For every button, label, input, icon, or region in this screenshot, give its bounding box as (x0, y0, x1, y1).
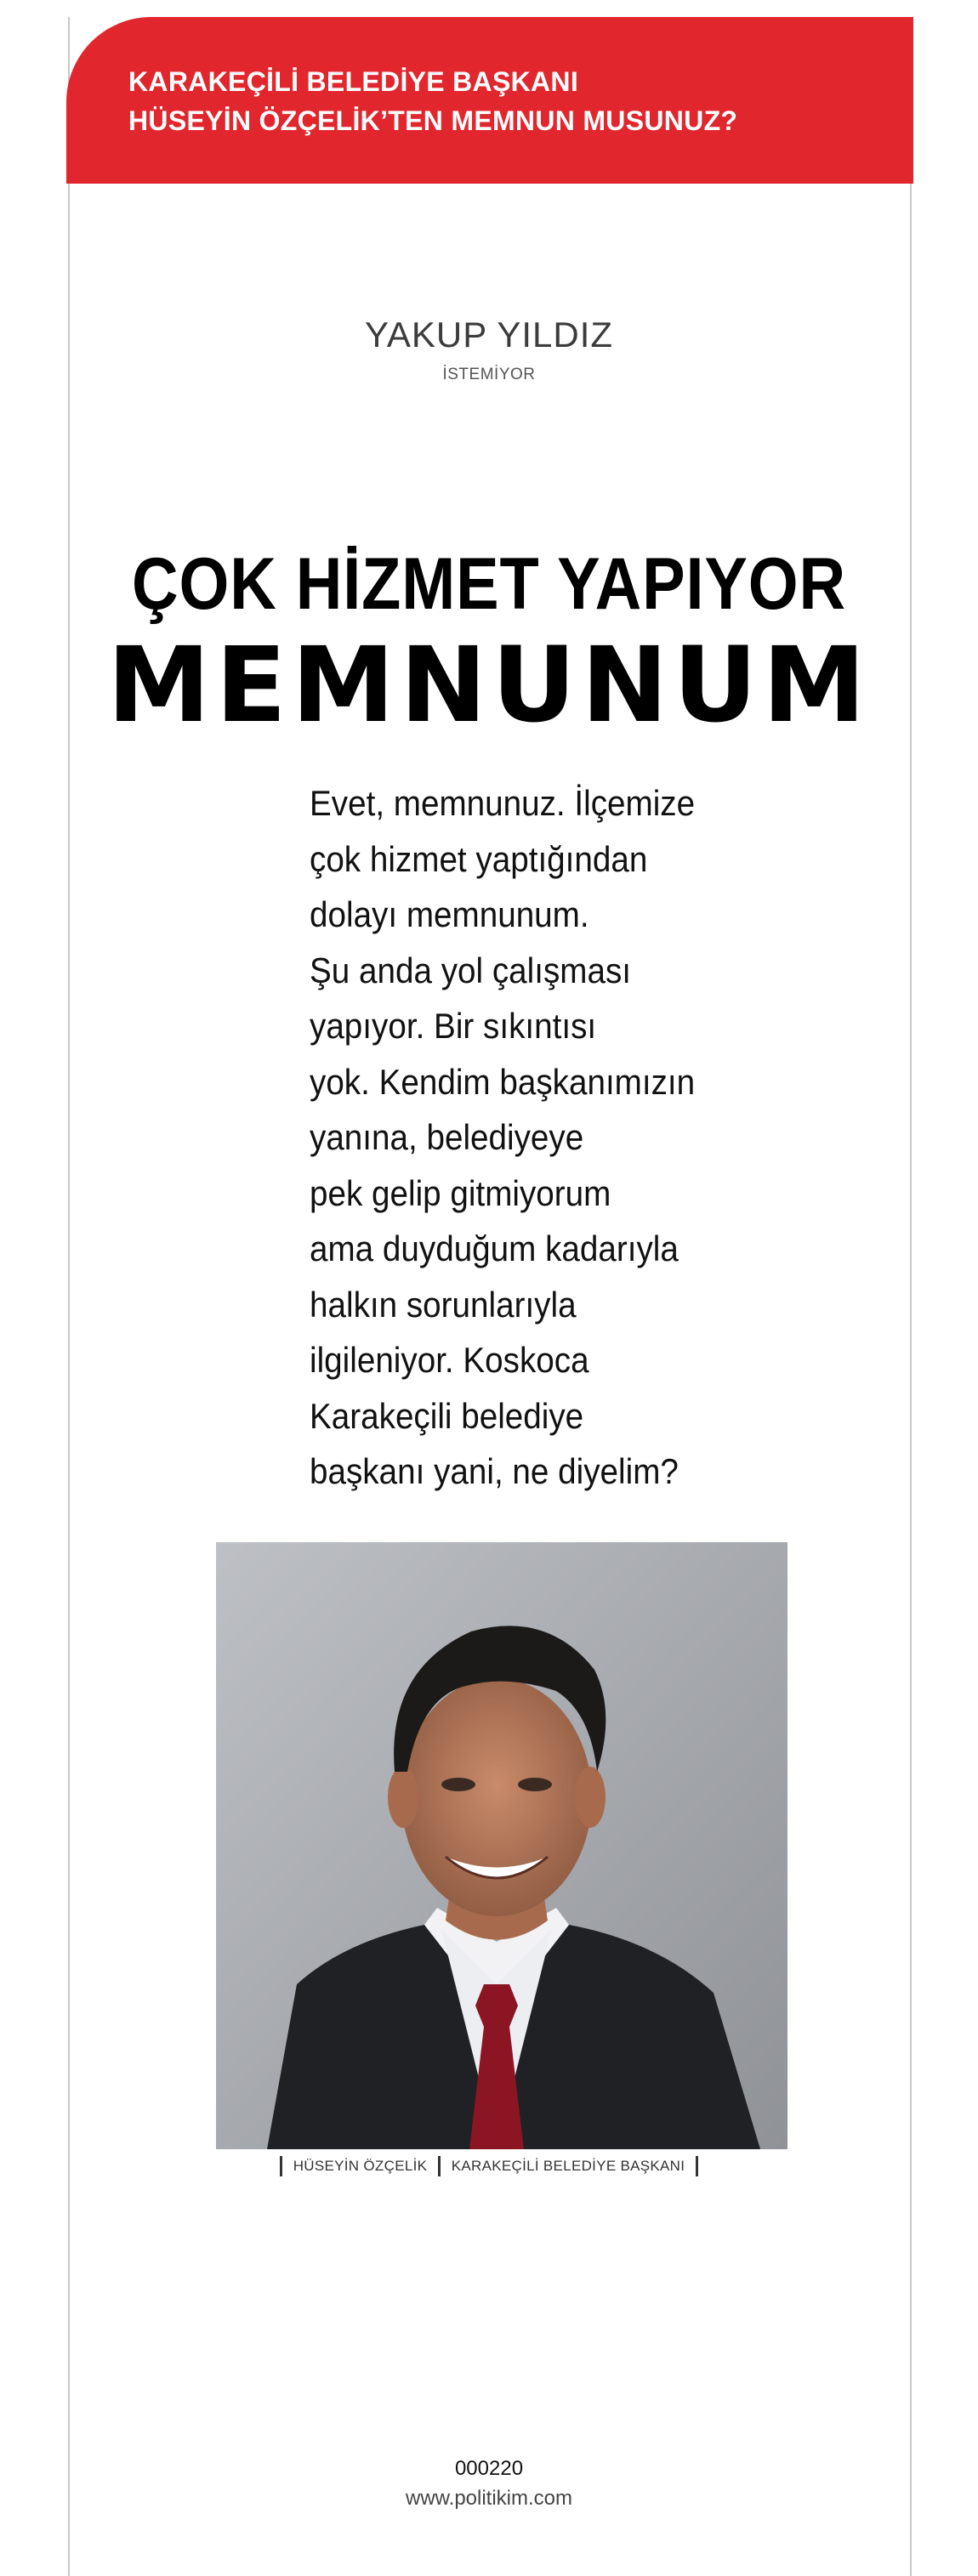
body-line: başkanı yani, ne diyelim? (310, 1451, 679, 1491)
author-name: YAKUP YILDIZ (364, 315, 614, 355)
header-banner (66, 17, 913, 184)
caption-divider (696, 2156, 698, 2176)
body-line: ilgileniyor. Koskoca (310, 1340, 589, 1380)
footer-website-link[interactable]: www.politikim.com (405, 2487, 573, 2510)
body-line: yok. Kendim başkanımızın (310, 1061, 696, 1102)
caption-person-name: HÜSEYİN ÖZÇELİK (293, 2158, 428, 2174)
caption-person-title: KARAKEÇİLİ BELEDİYE BAŞKANI (451, 2158, 685, 2174)
body-line: pek gelip gitmiyorum (310, 1172, 611, 1213)
body-line: Karakeçili belediye (310, 1395, 584, 1436)
photo-caption (0, 2156, 978, 2176)
headline-line-1: ÇOK HİZMET YAPIYOR (131, 543, 847, 625)
article-body (310, 775, 786, 1500)
body-line: çok hizmet yaptığından (310, 838, 648, 879)
banner-title-line-2: HÜSEYİN ÖZÇELİK’TEN MEMNUN MUSUNUZ? (128, 105, 738, 136)
body-line: ama duyduğum kadarıyla (310, 1228, 679, 1268)
author-tag: İSTEMİYOR (442, 366, 536, 383)
body-line: halkın sorunlarıyla (310, 1284, 577, 1325)
body-line: yapıyor. Bir sıkıntısı (310, 1006, 597, 1046)
portrait-illustration (216, 1542, 788, 2149)
banner-title-line-1: KARAKEÇİLİ BELEDİYE BAŞKANI (128, 66, 579, 97)
portrait-photo (216, 1542, 788, 2149)
caption-divider (280, 2156, 282, 2176)
body-line: dolayı memnunum. (310, 894, 589, 934)
footer-id: 000220 (454, 2457, 524, 2480)
body-line: Şu anda yol çalışması (310, 950, 632, 990)
caption-divider (438, 2156, 441, 2176)
body-line: yanına, belediyeye (310, 1117, 584, 1157)
body-line: Evet, memnunuz. İlçemize (310, 783, 696, 823)
headline-line-2: MEMNUNUM (107, 625, 871, 746)
